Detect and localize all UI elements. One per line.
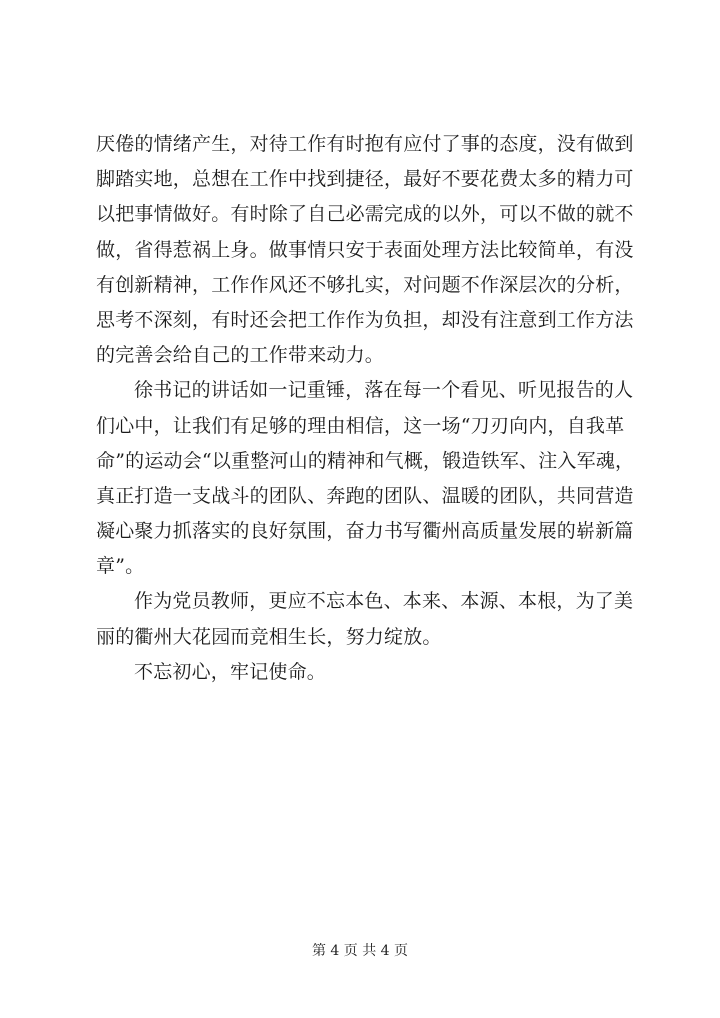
page-number-footer: 第 4 页 共 4 页 bbox=[311, 943, 409, 959]
text-line: 命”的运动会“以重整河山的精神和气概，锻造铁军、注入军魂， bbox=[96, 449, 635, 472]
text-line: 有创新精神，工作作风还不够扎实，对问题不作深层次的分析， bbox=[96, 273, 634, 296]
text-line: 凝心聚力抓落实的良好氛围，奋力书写衢州高质量发展的崭新篇 bbox=[96, 520, 634, 543]
body-text bbox=[96, 127, 635, 690]
text-line: 做，省得惹祸上身。做事情只安于表面处理方法比较简单，有没 bbox=[96, 238, 634, 261]
text-line: 丽的衢州大花园而竞相生长，努力绽放。 bbox=[96, 625, 442, 648]
text-line: 们心中，让我们有足够的理由相信，这一场“刀刃向内，自我革 bbox=[96, 414, 625, 437]
text-line: 的完善会给自己的工作带来动力。 bbox=[96, 344, 385, 367]
paragraph-start-line: 不忘初心，牢记使命。 bbox=[134, 660, 327, 683]
text-line: 厌倦的情绪产生，对待工作有时抱有应付了事的态度，没有做到 bbox=[96, 133, 634, 155]
paragraph-start-line: 徐书记的讲话如一记重锤，落在每一个看见、听见报告的人 bbox=[134, 379, 634, 402]
text-line: 脚踏实地，总想在工作中找到捷径，最好不要花费太多的精力可 bbox=[96, 168, 634, 191]
paragraph-start-line: 作为党员教师，更应不忘本色、本来、本源、本根，为了美 bbox=[134, 590, 634, 613]
text-line: 以把事情做好。有时除了自己必需完成的以外，可以不做的就不 bbox=[96, 203, 634, 226]
text-line: 思考不深刻，有时还会把工作作为负担，却没有注意到工作方法 bbox=[96, 308, 634, 331]
text-line: 章”。 bbox=[96, 555, 145, 578]
text-line: 真正打造一支战斗的团队、奔跑的团队、温暖的团队，共同营造 bbox=[96, 484, 634, 507]
